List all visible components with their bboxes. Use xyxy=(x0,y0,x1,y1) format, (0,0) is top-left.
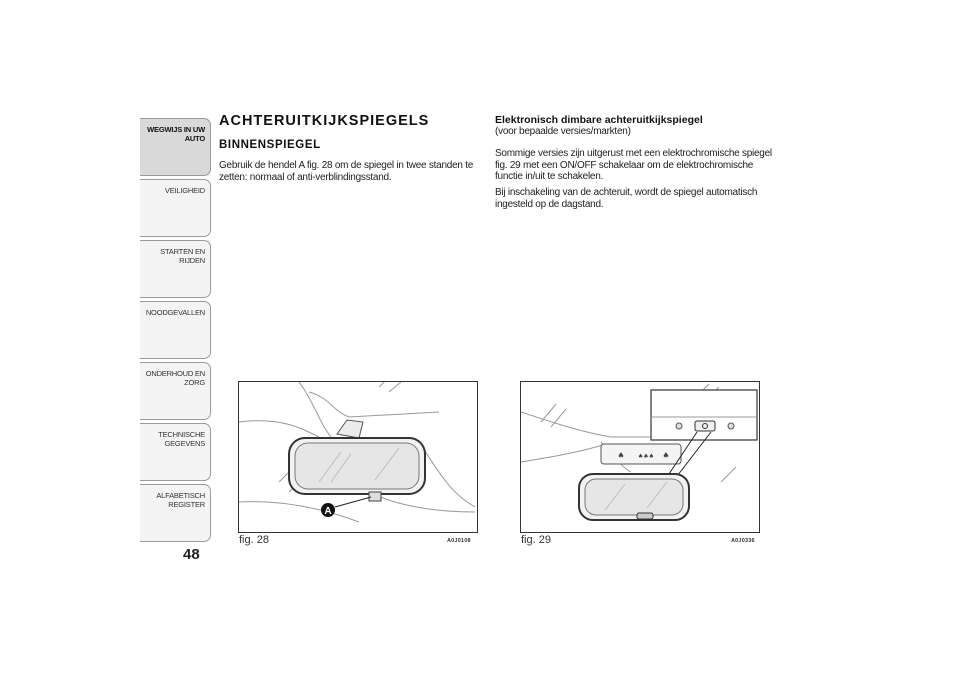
page-number: 48 xyxy=(183,546,200,563)
versions-note: (voor bepaalde versies/markten) xyxy=(495,126,631,137)
tab-label: STARTEN EN RIJDEN xyxy=(160,247,205,265)
light-icon: ♠ xyxy=(662,451,670,460)
tab-veiligheid[interactable] xyxy=(140,179,211,237)
binnenspiegel-text: Gebruik de hendel A fig. 28 om de spiegel in twee standen te zetten: normaal of anti-verblindingsstand. xyxy=(219,160,474,183)
figure-28-label: fig. 28 xyxy=(239,534,269,546)
tab-label: WEGWIJS IN UW AUTO xyxy=(147,125,205,143)
figure-29-mirror xyxy=(520,381,760,533)
tab-noodgevallen[interactable] xyxy=(140,301,211,359)
rearview-mirror-illustration xyxy=(239,382,477,532)
light-icon: ♠ xyxy=(617,451,625,460)
tab-onderhoud[interactable] xyxy=(140,362,211,420)
electrochromic-mirror-illustration xyxy=(521,382,759,532)
tab-starten[interactable] xyxy=(140,240,211,298)
figure-28-mirror xyxy=(238,381,478,533)
section-title: ACHTERUITKIJKSPIEGELS xyxy=(219,113,430,129)
section-subtitle: BINNENSPIEGEL xyxy=(219,139,321,151)
figure-29-code: A0J0336 xyxy=(731,538,755,544)
light-dots-icon: ♠♠♠ xyxy=(637,453,655,460)
on-off-switch xyxy=(695,421,715,431)
tab-register[interactable] xyxy=(140,484,211,542)
tab-wegwijs[interactable] xyxy=(140,118,211,176)
tab-label: ONDERHOUD EN ZORG xyxy=(145,369,205,387)
tab-label: VEILIGHEID xyxy=(164,186,205,195)
figure-29-label: fig. 29 xyxy=(521,534,551,546)
callout-letter: A xyxy=(324,506,332,517)
paragraph-elektrochromisch: Sommige versies zijn uitgerust met een elektrochromische spiegel fig. 29 met een ON/OFF schakelaar om de elektrochromische functie in/uit te schakelen. xyxy=(495,148,772,182)
tab-label: ALFABETISCH REGISTER xyxy=(156,491,205,509)
tab-label: TECHNISCHE GEGEVENS xyxy=(158,430,205,448)
figure-28-code: A0J0108 xyxy=(447,538,471,544)
dimbare-spiegel-title: Elektronisch dimbare achteruitkijkspiegel xyxy=(495,114,703,126)
tab-technische[interactable] xyxy=(140,423,211,481)
detail-inset xyxy=(651,390,757,440)
paragraph-achteruit: Bij inschakeling van de achteruit, wordt de spiegel automatisch ingesteld op de dagstand. xyxy=(495,187,758,210)
tab-label: NOODGEVALLEN xyxy=(145,308,205,317)
